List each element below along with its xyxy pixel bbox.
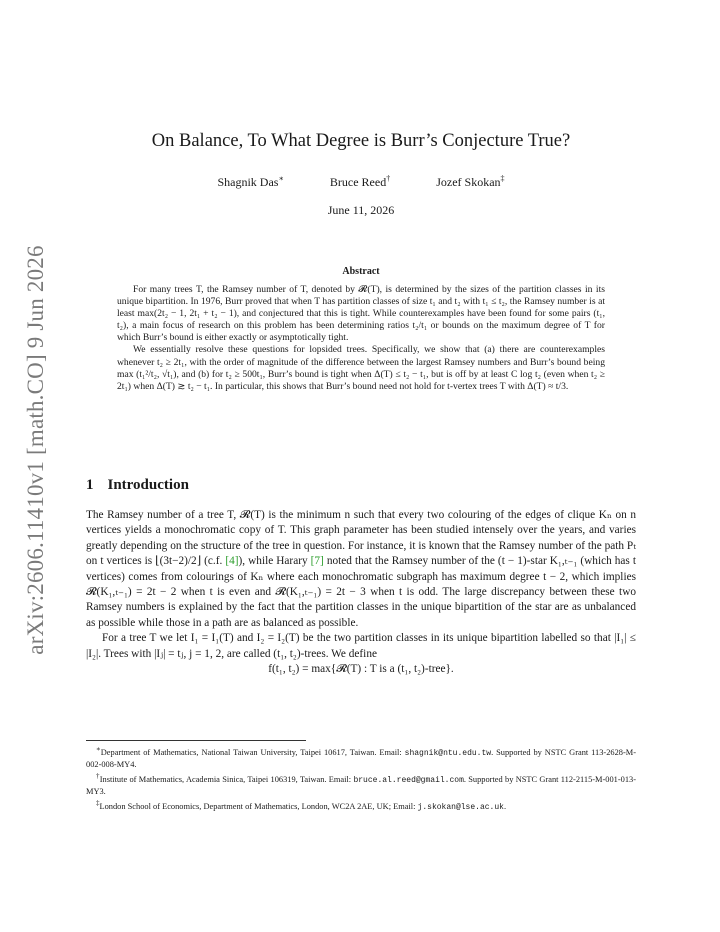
citation-link[interactable]: [7] [310,555,324,568]
email-link[interactable]: j.skokan@lse.ac.uk [417,802,504,812]
author-footnote-mark: ‡ [500,174,505,183]
author-footnote-mark: † [386,174,391,183]
section-title: Introduction [107,477,189,493]
abstract-paragraph: For many trees T, the Ramsey number of T, denoted by 𝓡(T), is determined by the sizes of the partition classes in its unique bipartition. In 1976, Burr proved that when T has partition classes of size t₁ and t₂ with t₁ ≤ t₂, the Ramsey number is at least max(2t₂ − 1, 2t₁ + t₂ − 1), and conjectured that this is tight. While counterexamples have been found for some pairs (t₁, t₂), a main focus of research on this problem has been determining ratios t₂/t₁ or bounds on the maximum degree of T for which Burr’s bound is either exactly or asymptotically tight. [117,284,605,344]
abstract-paragraph: We essentially resolve these questions for lopsided trees. Specifically, we show that (a) there are counterexamples whenever t₂ ≥ 2t₁, with the order of magnitude of the difference between the largest Ramsey numbers and Burr’s bound being max (t₁²/t₂, √t₁), and (b) for t₂ ≥ 500t₁, Burr’s bound is tight when Δ(T) ≤ t₂ − t₁, but is off by at least C log t₂ (even when t₂ ≥ 2t₁) when Δ(T) ≳ t₂ − t₁. In particular, this shows that Burr’s bound need not hold for t-vertex trees T with Δ(T) ≈ t/3. [117,344,605,392]
arxiv-identifier: arXiv:2606.11410v1 [math.CO] 9 Jun 2026 [23,245,48,655]
abstract-body [117,284,605,393]
author: Shagnik Das∗ [217,174,284,189]
author: Bruce Reed† [329,174,391,189]
author-list [86,174,636,190]
footnote: ‡London School of Economics, Department of Mathematics, London, WC2A 2AE, UK; Email: j.skokan@lse.ac.uk. [96,798,507,812]
footnote: ∗Department of Mathematics, National Taiwan University, Taipei 10617, Taiwan. Email: shagnik@ntu.edu.tw. Supported by NSTC Grant 113-2628-M-002-008-MY4. [86,745,636,770]
section-number: 1 [86,477,94,493]
body-paragraph: For a tree T we let I₁ = I₁(T) and I₂ = I₂(T) be the two partition classes in its unique bipartition labelled so that |I₁| ≤ |I₂|. Trees with |Iⱼ| = tⱼ, j = 1, 2, are called (t₁, t₂)-trees. We define [86,632,636,660]
section-heading [86,477,189,494]
section-body [86,508,636,677]
author: Jozef Skokan‡ [436,174,505,189]
citation-link[interactable]: [4] [225,555,239,568]
display-equation: f(t₁, t₂) = max{𝓡(T) : T is a (t₁, t₂)-tree}. [268,663,454,676]
arxiv-sidebar-stamp [16,240,56,660]
publication-date: June 11, 2026 [327,203,395,217]
abstract-heading: Abstract [342,266,380,277]
email-link[interactable]: shagnik@ntu.edu.tw [404,748,492,758]
footnote: †Institute of Mathematics, Academia Sinica, Taipei 106319, Taiwan. Email: bruce.al.reed@gmail.com. Supported by NSTC Grant 112-2115-M-001-013-MY3. [86,771,636,797]
author-footnote-mark: ∗ [278,174,284,183]
footnotes [86,744,636,813]
paper-title: On Balance, To What Degree is Burr’s Conjecture True? [151,131,571,151]
footnote-rule [86,740,306,741]
email-link[interactable]: bruce.al.reed@gmail.com [353,775,464,785]
body-paragraph: The Ramsey number of a tree T, 𝓡(T) is the minimum n such that every two colouring of the edges of clique Kₙ on n vertices yields a monochromatic copy of T. This graph parameter has been studied intensely over the years, and varies greatly depending on the structure of the tree in question. For instance, it is known that the Ramsey number of the path Pₜ on t vertices is ⌊(3t−2)/2⌋ (c.f. [4]), while Harary [7] noted that the Ramsey number of the (t − 1)-star K₁,ₜ₋₁ (which has t vertices) comes from colourings of Kₙ where each monochromatic subgraph has maximum degree t − 2, which implies 𝓡(K₁,ₜ₋₁) = 2t − 2 when t is even and 𝓡(K₁,ₜ₋₁) = 2t − 3 when t is odd. The large discrepancy between these two Ramsey numbers is explained by the fact that the partition classes in the unique bipartition of the star are as unbalanced as possible while those in a path are as balanced as possible. [86,509,636,629]
